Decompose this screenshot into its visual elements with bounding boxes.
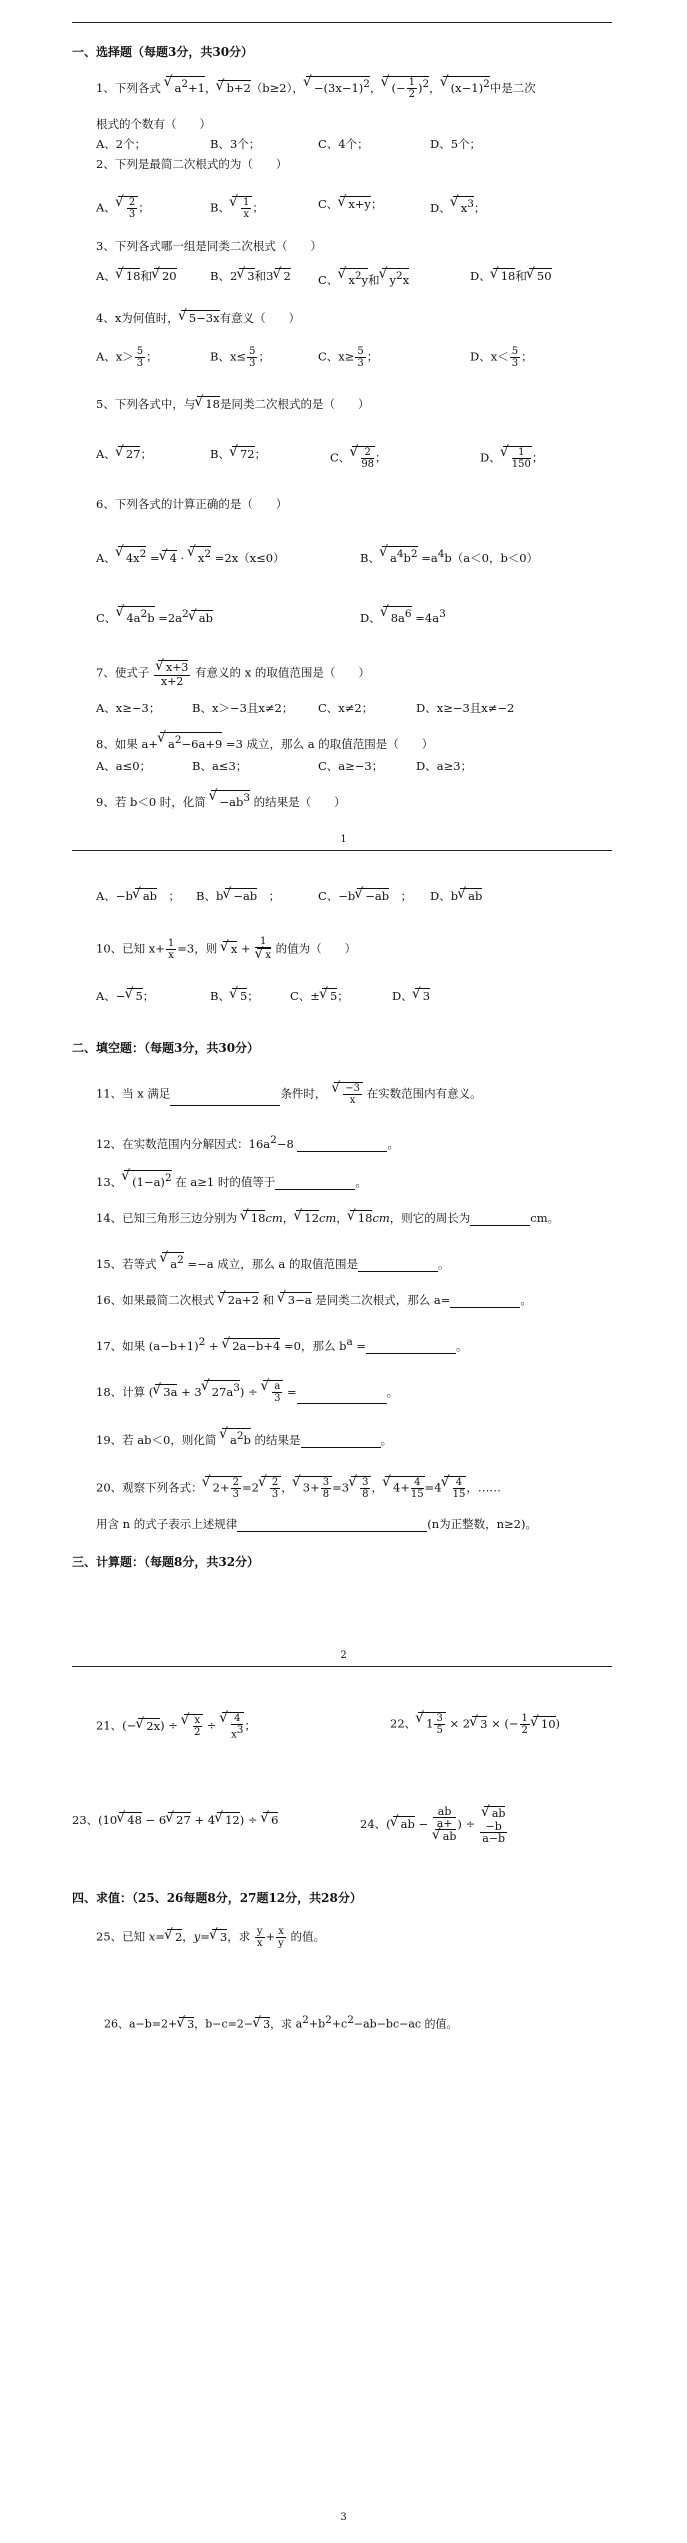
q5-option-d[interactable]: D、 √ $\frac{1}{150}$ ； <box>480 446 543 470</box>
q9-stem: 9、若 b＜0 时，化简 √ $-ab^3$ 的结果是（ ） <box>96 790 687 810</box>
q5-stem: 5、下列各式中，与√ 18是同类二次根式的是（ ） <box>96 396 687 412</box>
q11: 11、当 x 满足 条件时， √ $\frac{-3}{x}$ 在实数范围内有意义。 <box>96 1082 687 1106</box>
page-break-rule-1 <box>72 850 612 851</box>
q23: 23、(10√ 48 − 6√ 27 + 4√ 12) ÷ √ 6 <box>72 1812 687 1828</box>
q8-option-a[interactable]: A、a≤0； <box>96 759 152 773</box>
q3-stem: 3、下列各式哪一组是同类二次根式（ ） <box>96 239 322 253</box>
q4-option-a[interactable]: A、x＞ $\frac{5}{3}$ ； <box>96 346 158 369</box>
q20: 20、观察下列各式：√ 2+ $\frac{2}{3}$ =2 √ $\frac{2}{3}$ ，√ 3+ $\frac{3}{8}$ =3 √ $\frac{3}{8}$ ，√ 4+ $\frac{4}{15}$ =4 √ $\frac{4}{15}$ ，…… <box>96 1476 687 1500</box>
q4-option-c[interactable]: C、x≥ $\frac{5}{3}$ ； <box>318 346 379 369</box>
section1-title: 一、选择题（每题3分，共30分） <box>72 45 254 59</box>
q5-option-b[interactable]: B、√ 72； <box>210 446 266 462</box>
q1-option-c[interactable]: C、4个； <box>318 137 369 151</box>
q9-option-b[interactable]: B、b√ −ab ； <box>196 888 280 904</box>
q1-stem2: 根式的个数有（ ） <box>96 117 211 131</box>
page-top-rule <box>72 22 612 23</box>
q1-option-b[interactable]: B、3个； <box>210 137 261 151</box>
q6-option-b[interactable]: B、√ $a^4b^2 =a^4b(a<0$，b＜0） <box>360 546 538 566</box>
q9-option-c[interactable]: C、−b√ −ab ； <box>318 888 412 904</box>
q8-option-b[interactable]: B、a≤3； <box>192 759 248 773</box>
q10-option-d[interactable]: D、√ 3 <box>392 988 430 1004</box>
q6-option-c[interactable]: C、√ $4a^2b =2a^2√$ ab <box>96 606 213 626</box>
section3-title: 三、计算题：（每题8分，共32分） <box>72 1555 260 1569</box>
q19: 19、若 ab＜0，则化简 √ $a^2b$ 的结果是 。 <box>96 1428 687 1448</box>
q10-option-a[interactable]: A、−√ 5； <box>96 988 154 1004</box>
q1-stem: 1、下列各式 √ $a^2+1$，√ b+2（b≥2），√ $-(3x-1)^2$，√ (− $\frac{1}{2}$ )$^2$，√ $(x-1)^2$中是二次 <box>96 76 687 100</box>
q1-option-a[interactable]: A、2个； <box>96 137 147 151</box>
q4-stem: 4、x为何值时，√ 5−3x有意义（ ） <box>96 310 687 326</box>
q6-stem: 6、下列各式的计算正确的是（ ） <box>96 497 288 511</box>
q16: 16、如果最简二次根式 √ 2a+2 和 √ 3−a 是同类二次根式，那么 a= 。 <box>96 1292 687 1308</box>
q6-option-a[interactable]: A、√ $4x^2$ =√ 4 · √ $x^2 =2x(x\le 0)$ <box>96 546 285 566</box>
q12: 12、在实数范围内分解因式：$16a^2-8$ 。 <box>96 1134 399 1151</box>
q10-stem: 10、已知 x+ $\frac{1}{x}$ =3，则 √ x + 1 √ x 的值为（ ） <box>96 936 687 963</box>
q10-option-b[interactable]: B、√ 5； <box>210 988 259 1004</box>
q9-option-a[interactable]: A、−b√ ab ； <box>96 888 180 904</box>
q18: 18、计算 (√ 3a + 3√ $27a^3$) ÷ √ $\frac{a}{3}$ = 。 <box>96 1380 687 1404</box>
q20-rule: 用含 n 的式子表示上述规律 (n为正整数，n≥2)。 <box>96 1517 537 1531</box>
q4-option-b[interactable]: B、x≤ $\frac{5}{3}$ ； <box>210 346 270 369</box>
q22: 22、√ 1 $\frac{3}{5}$ × 2√ 3 × (− $\frac{1}{2}$ √ 10) <box>390 1712 560 1736</box>
q2-option-d[interactable]: D、√ $x^3$； <box>430 196 485 216</box>
section2-title: 二、填空题：（每题3分，共30分） <box>72 1041 260 1055</box>
q4-option-d[interactable]: D、x＜ $\frac{5}{3}$ ； <box>470 346 533 369</box>
q24: 24、(√ ab − ab a+ √ ab ) ÷ √ ab −b a−b <box>360 1806 508 1844</box>
q7-stem: 7、使式子 √ $\frac{x+3}{x+2}$ 有意义的 x 的取值范围是（ ） <box>96 660 687 687</box>
q1-option-d[interactable]: D、5个； <box>430 137 482 151</box>
q3-option-c[interactable]: C、√ $x^2y$和√ $y^2x$ <box>318 268 409 288</box>
page-break-rule-2 <box>72 1666 612 1667</box>
q13: 13、√ $(1-a)^2$ 在 a≥1 时的值等于 。 <box>96 1170 687 1190</box>
page-number-3: 3 <box>340 2512 347 2523</box>
q3-option-d[interactable]: D、√ 18和√ 50 <box>470 268 552 284</box>
q9-option-d[interactable]: D、b√ ab <box>430 888 482 904</box>
q7-option-d[interactable]: D、x≥−3且x≠−2 <box>416 701 515 715</box>
q8-stem: 8、如果 a+√ $a^2-6a+9 =3$ 成立，那么 a 的取值范围是（ ） <box>96 732 687 752</box>
q25: 25、已知 x=√ 2，y=√ 3，求 $\frac{y}{x}$ + $\frac{x}{y}$ 的值。 <box>96 1926 687 1949</box>
q10-option-c[interactable]: C、±√ 5； <box>290 988 349 1004</box>
q7-option-a[interactable]: A、x≥−3； <box>96 701 161 715</box>
q7-option-b[interactable]: B、x＞−3且x≠2； <box>192 701 294 715</box>
q17: 17、如果 $(a-b+1)^2$ + √ 2a−b+4 =0，那么 $b^a$ = 。 <box>96 1334 687 1354</box>
page-number-2: 2 <box>340 1650 347 1661</box>
q5-option-a[interactable]: A、√ 27； <box>96 446 152 462</box>
q2-stem: 2、下列是最简二次根式的为（ ） <box>96 157 288 171</box>
q8-option-d[interactable]: D、a≥3； <box>416 759 473 773</box>
q2-option-a[interactable]: A、 √ $\frac{2}{3}$ ； <box>96 196 150 220</box>
q3-option-b[interactable]: B、2√ 3和3√ 2 <box>210 268 291 284</box>
q2-option-c[interactable]: C、√ x+y； <box>318 196 382 212</box>
q5-option-c[interactable]: C、 √ $\frac{2}{98}$ ； <box>330 446 387 470</box>
section4-title: 四、求值：（25、26每题8分，27题12分，共28分） <box>72 1891 362 1905</box>
q21: 21、(−√ 2x) ÷ √ $\frac{x}{2}$ ÷ √ $\frac{4}{x^3}$ ； <box>96 1712 687 1740</box>
q3-option-a[interactable]: A、√ 18和√ 20 <box>96 268 177 284</box>
q2-option-b[interactable]: B、 √ $\frac{1}{x}$ ； <box>210 196 264 220</box>
q15: 15、若等式 √ $a^2 =-a$ 成立，那么 a 的取值范围是 。 <box>96 1252 687 1272</box>
q6-option-d[interactable]: D、√ $8a^6 =4a^3$ <box>360 606 446 626</box>
q8-option-c[interactable]: C、a≥−3； <box>318 759 384 773</box>
q26: 26、a−b=2+√ 3，b−c=2−√ 3，求 $a^2+b^2+c^2-ab-bc-ac$ 的值。 <box>104 2012 687 2033</box>
q7-option-c[interactable]: C、x≠2； <box>318 701 374 715</box>
q14: 14、已知三角形三边分别为 √ 18cm，√ 12cm，√ 18cm，则它的周长为 cm。 <box>96 1210 687 1226</box>
page-number-1: 1 <box>340 834 347 845</box>
